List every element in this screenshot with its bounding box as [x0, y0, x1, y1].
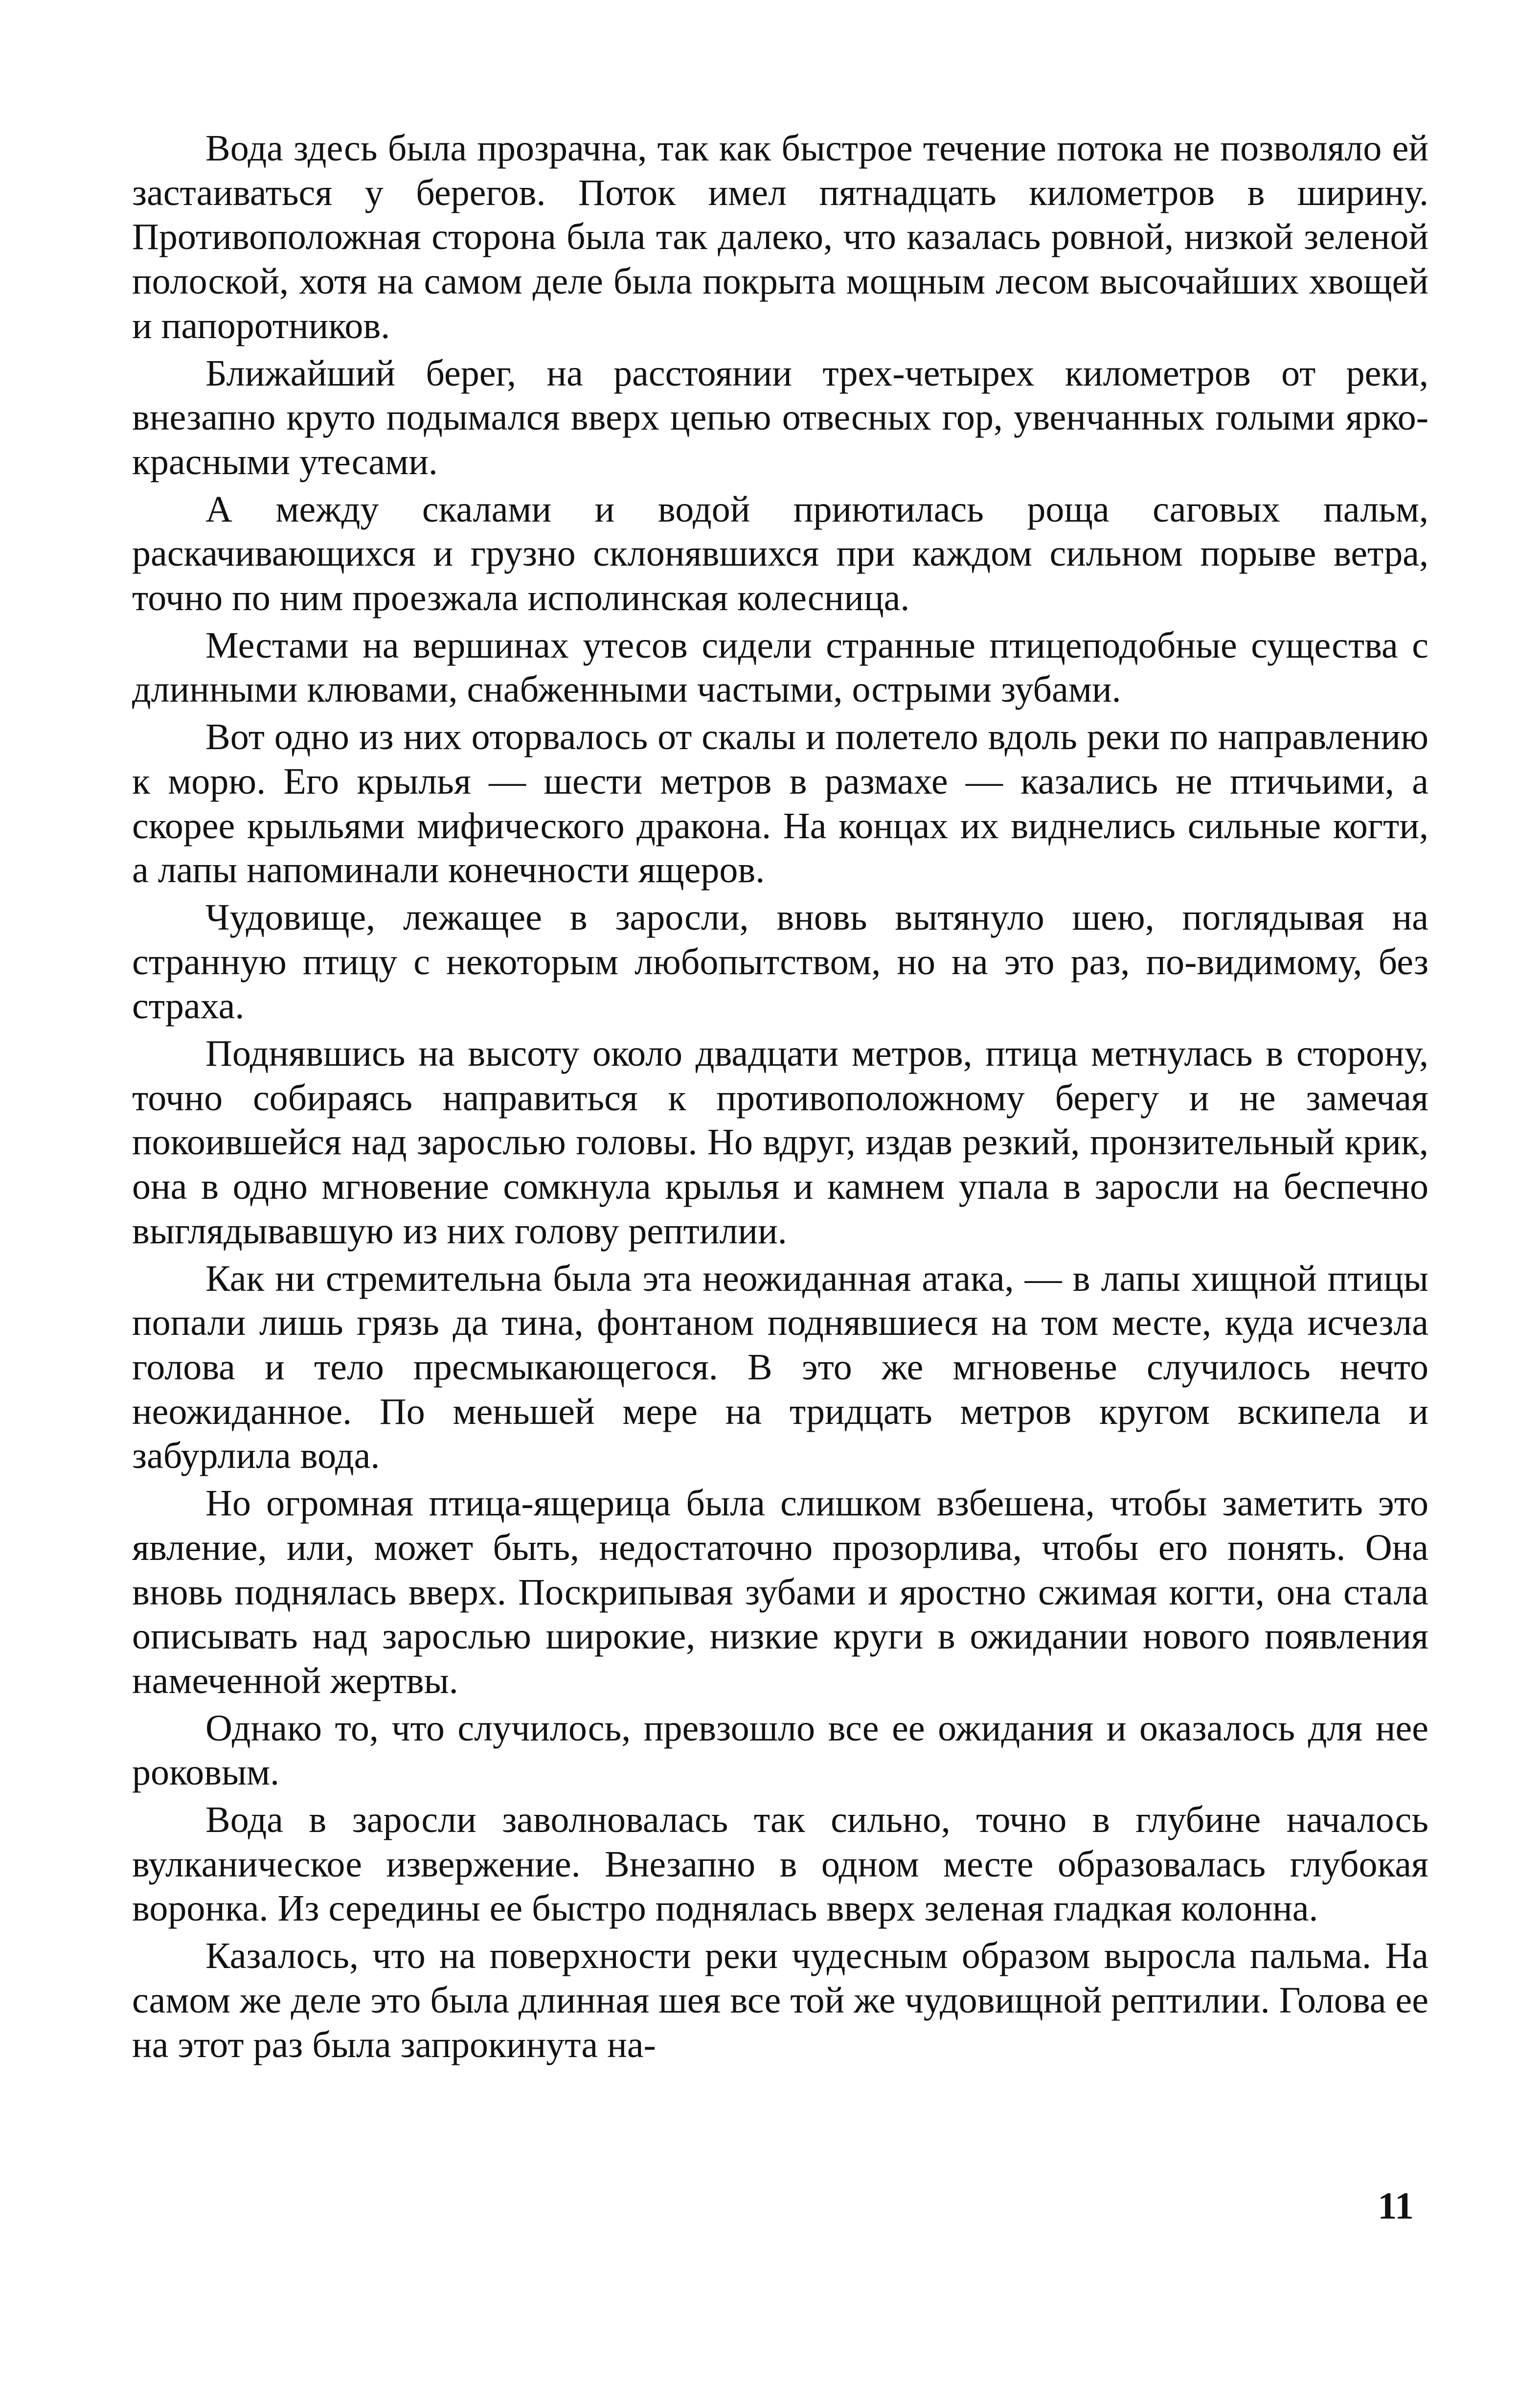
paragraph-8: Как ни стремительна была эта неожиданная атака, — в лапы хищной птицы попали лишь грязь да тина, фонтаном поднявшиеся на том месте, куда исчезла голова и тело пресмыкающегося. В это же мгновенье случилось нечто неожиданное. По меньшей мере на тридцать метров кругом вскипела и забурлила вода.: [132, 1258, 1428, 1477]
paragraph-9: Но огромная птица-ящерица была слишком взбешена, чтобы заметить это явление, или, может быть, недостаточно прозорлива, чтобы его понять. Она вновь поднялась вверх. Поскрипывая зубами и яростно сжимая когти, она стала описывать над зарослью широкие, низкие круги в ожидании нового появления намеченной жертвы.: [132, 1483, 1428, 1701]
body-text: [132, 126, 1428, 2067]
paragraph-3: А между скалами и водой приютилась роща саговых пальм, раскачивающихся и грузно склонявшихся при каждом сильном порыве ветра, точно по ним проезжала исполинская колесница.: [132, 488, 1428, 619]
book-page: [132, 126, 1428, 2402]
paragraph-10: Однако то, что случилось, превзошло все ее ожидания и оказалось для нее роковым.: [132, 1707, 1428, 1793]
paragraph-12: Казалось, что на поверхности реки чудесным образом выросла пальма. На самом же деле это была длинная шея все той же чудовищной рептилии. Голова ее на этот раз была запрокинута на-: [132, 1935, 1428, 2065]
paragraph-5: Вот одно из них оторвалось от скалы и полетело вдоль реки по направлению к морю. Его крылья — шести метров в размахе — казались не птичьими, а скорее крыльями мифического дракона. На концах их виднелись сильные когти, а лапы напоминали конечности ящеров.: [132, 716, 1428, 891]
page-number: 11: [1378, 2184, 1414, 2227]
paragraph-6: Чудовище, лежащее в заросли, вновь вытянуло шею, поглядывая на странную птицу с некоторым любопытством, но на это раз, по-видимому, без страха.: [132, 896, 1428, 1027]
paragraph-7: Поднявшись на высоту около двадцати метров, птица метнулась в сторону, точно собираясь направиться к противоположному берегу и не замечая покоившейся над зарослью головы. Но вдруг, издав резкий, пронзительный крик, она в одно мгновение сомкнула крылья и камнем упала в заросли на беспечно выглядывавшую из них голову рептилии.: [132, 1033, 1428, 1252]
paragraph-4: Местами на вершинах утесов сидели странные птицеподобные существа с длинными клювами, снабженными частыми, острыми зубами.: [132, 624, 1428, 710]
paragraph-11: Вода в заросли заволновалась так сильно, точно в глубине началось вулканическое извержение. Внезапно в одном месте образовалась глубокая воронка. Из середины ее быстро поднялась вверх зеленая гладкая колонна.: [132, 1799, 1428, 1929]
paragraph-1: Вода здесь была прозрачна, так как быстрое течение потока не позволяло ей застаиваться у берегов. Поток имел пятнадцать километров в ширину. Противоположная сторона была так далеко, что казалась ровной, низкой зеленой полоской, хотя на самом деле была покрыта мощным лесом высочайших хвощей и папоротников.: [132, 128, 1428, 346]
paragraph-2: Ближайший берег, на расстоянии трех-четырех километров от реки, внезапно круто подымался вверх цепью отвесных гор, увенчанных голыми ярко-красными утесами.: [132, 352, 1428, 482]
